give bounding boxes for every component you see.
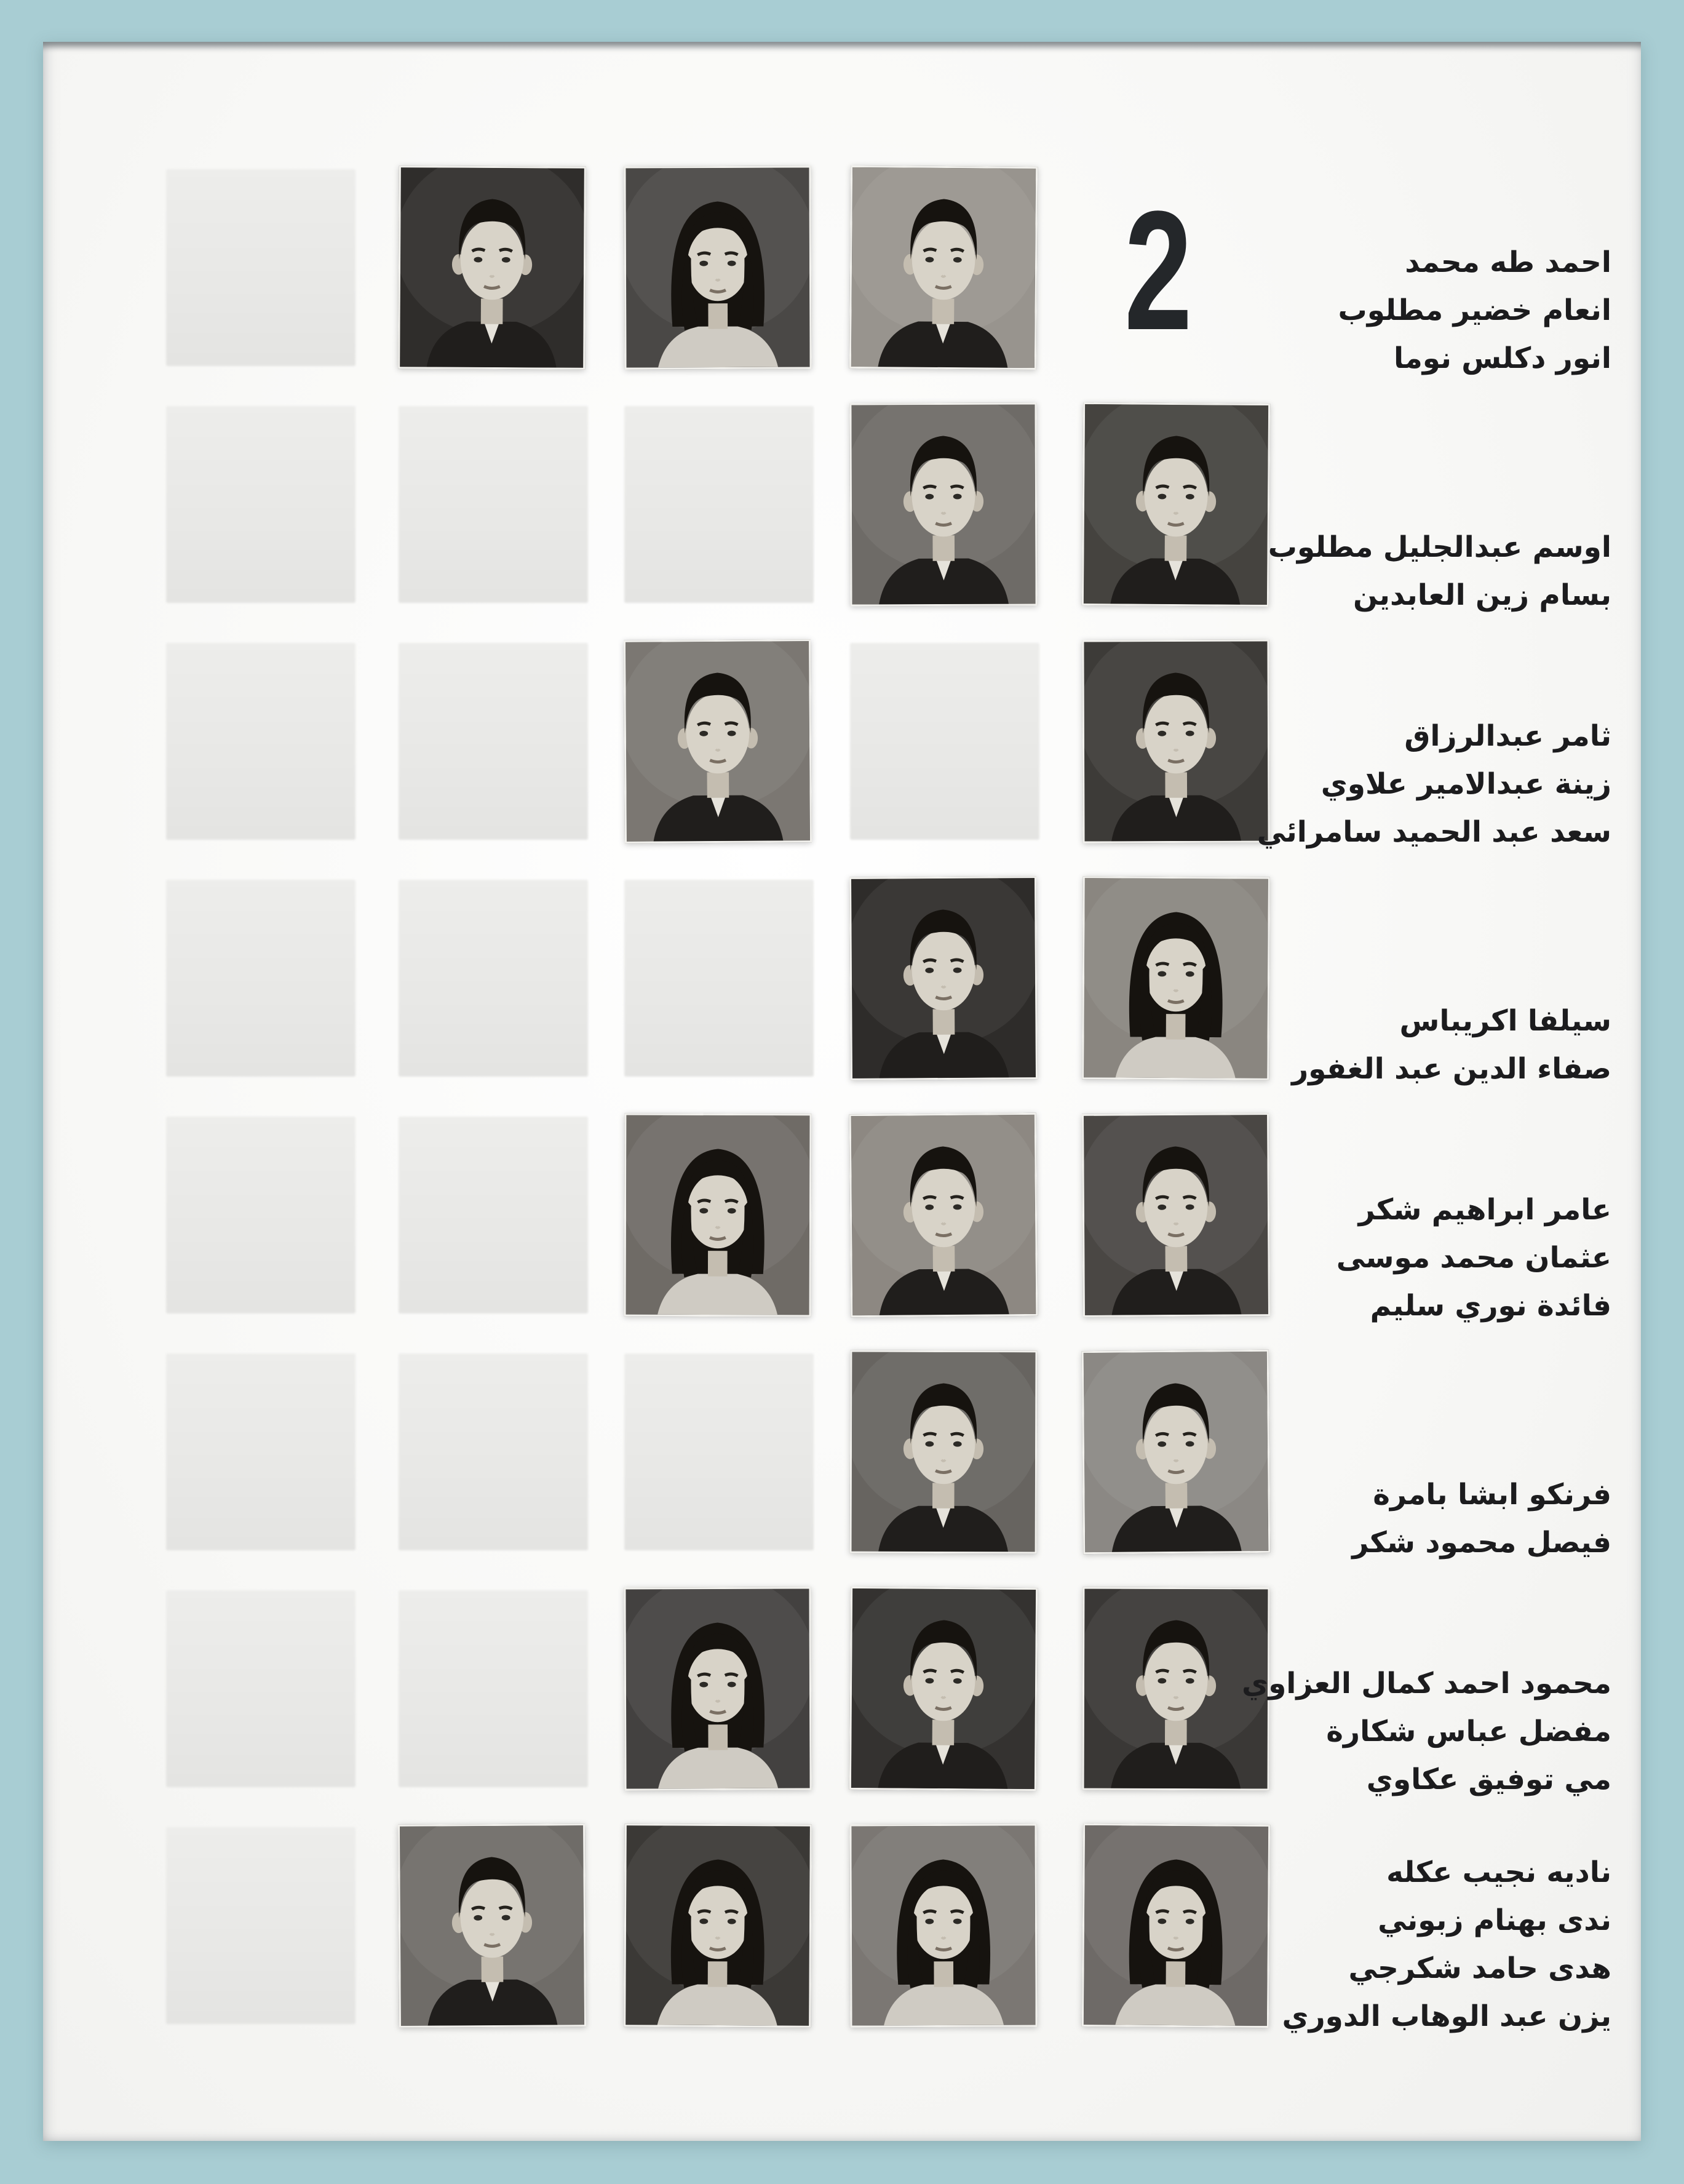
- name-group: [1107, 997, 1611, 1093]
- empty-photo-slot: [850, 643, 1039, 840]
- male-portrait-silhouette: [851, 404, 1035, 604]
- empty-photo-slot: [399, 406, 588, 603]
- name-group: [1107, 1186, 1611, 1330]
- male-portrait-silhouette: [851, 1115, 1036, 1315]
- portrait-photo: [850, 1350, 1038, 1554]
- student-name: محمود احمد كمال العزاوي: [1242, 1667, 1611, 1700]
- name-group: [1107, 524, 1611, 620]
- portrait-photo: [849, 402, 1037, 606]
- page-number: 2: [1124, 176, 1193, 365]
- empty-photo-slot: [166, 1590, 355, 1787]
- portrait-photo: [849, 1823, 1037, 2027]
- portrait-photo: [624, 1587, 811, 1790]
- name-group: [1107, 1660, 1611, 1804]
- empty-photo-slot: [166, 169, 355, 366]
- male-portrait-silhouette: [852, 1352, 1036, 1552]
- album-page: [43, 42, 1641, 2141]
- student-name: مفضل عباس شكارة: [1326, 1715, 1611, 1748]
- student-name: بسام زين العابدين: [1353, 578, 1611, 612]
- male-portrait-silhouette: [400, 167, 584, 368]
- empty-photo-slot: [166, 643, 355, 840]
- name-group: [1107, 1849, 1611, 2041]
- empty-photo-slot: [624, 1353, 814, 1550]
- empty-photo-slot: [399, 643, 588, 840]
- student-name: فيصل محمود شكر: [1352, 1526, 1611, 1560]
- empty-photo-slot: [399, 1590, 588, 1787]
- female-portrait-silhouette: [626, 167, 809, 367]
- student-name: يزن عبد الوهاب الدوري: [1282, 1999, 1611, 2033]
- portrait-photo: [849, 1113, 1038, 1317]
- empty-photo-slot: [624, 880, 814, 1077]
- portrait-photo: [624, 1114, 812, 1317]
- student-name: انور دكلس نوما: [1394, 341, 1611, 375]
- student-name: صفاء الدين عبد الغفور: [1292, 1052, 1611, 1086]
- student-name: هدى حامد شكرجي: [1348, 1951, 1611, 1985]
- student-name: زينة عبدالامير علاوي: [1321, 767, 1611, 801]
- empty-photo-slot: [399, 1353, 588, 1550]
- portrait-photo: [849, 876, 1038, 1080]
- empty-photo-slot: [399, 880, 588, 1077]
- student-name: فائدة نوري سليم: [1370, 1289, 1611, 1323]
- student-name: سيلفا اكريباس: [1399, 1004, 1611, 1038]
- empty-photo-slot: [624, 406, 814, 603]
- empty-photo-slot: [166, 880, 355, 1077]
- student-name: مي توفيق عكاوي: [1366, 1763, 1611, 1796]
- female-portrait-silhouette: [626, 1825, 810, 2026]
- portrait-photo: [398, 1823, 586, 2028]
- name-group: [1107, 712, 1611, 856]
- female-portrait-silhouette: [851, 1825, 1035, 2025]
- student-name: عامر ابراهيم شكر: [1358, 1193, 1611, 1227]
- female-portrait-silhouette: [626, 1115, 810, 1315]
- student-name: عثمان محمد موسى: [1336, 1241, 1611, 1275]
- female-portrait-silhouette: [626, 1588, 809, 1788]
- male-portrait-silhouette: [851, 167, 1036, 368]
- empty-photo-slot: [166, 406, 355, 603]
- male-portrait-silhouette: [851, 878, 1036, 1078]
- empty-photo-slot: [166, 1353, 355, 1550]
- student-name: احمد طه محمد: [1405, 245, 1611, 279]
- portrait-photo: [398, 165, 586, 370]
- portrait-photo: [624, 1823, 812, 2028]
- male-portrait-silhouette: [851, 1588, 1036, 1789]
- portrait-photo: [849, 1587, 1038, 1791]
- student-name: ناديه نجيب عكله: [1386, 1855, 1611, 1889]
- student-name: ثامر عبدالرزاق: [1404, 719, 1611, 753]
- name-group: [1107, 239, 1611, 383]
- student-name: سعد عبد الحميد سامرائي: [1257, 815, 1611, 849]
- student-name: فرنكو ابشا بامرة: [1373, 1478, 1611, 1512]
- student-name: انعام خضير مطلوب: [1338, 293, 1611, 327]
- student-name: ندى بهنام زبوني: [1378, 1903, 1611, 1937]
- empty-photo-slot: [166, 1827, 355, 2024]
- student-name: اوسم عبدالجليل مطلوب: [1268, 530, 1611, 564]
- male-portrait-silhouette: [400, 1825, 584, 2026]
- portrait-photo: [624, 165, 811, 369]
- empty-photo-slot: [399, 1117, 588, 1313]
- name-group: [1107, 1471, 1611, 1567]
- portrait-photo: [849, 165, 1038, 370]
- empty-photo-slot: [166, 1117, 355, 1313]
- male-portrait-silhouette: [626, 641, 810, 842]
- portrait-photo: [624, 639, 812, 843]
